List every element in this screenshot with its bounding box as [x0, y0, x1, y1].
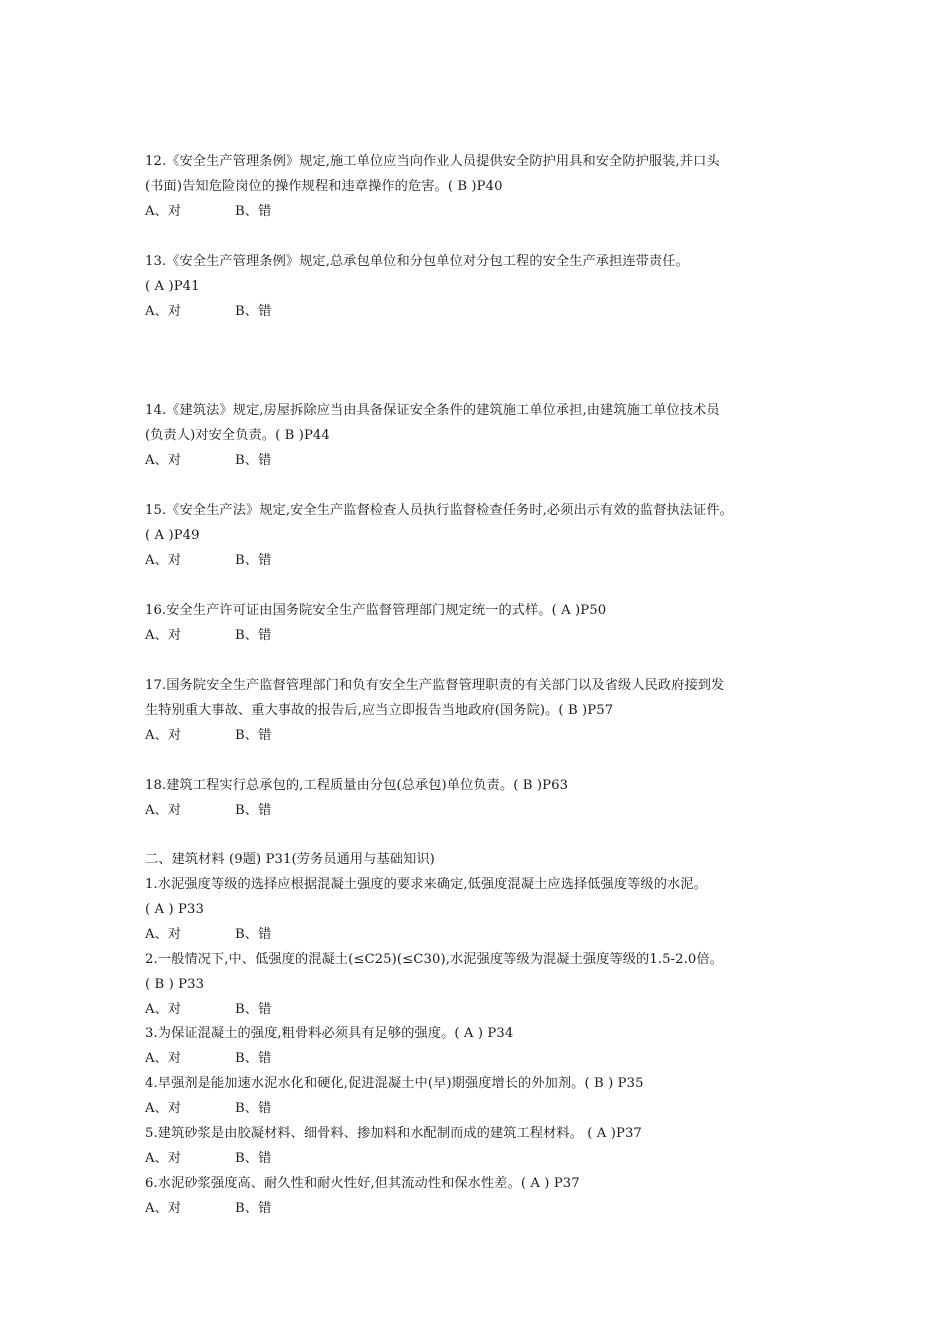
option-b: B、错 [235, 628, 272, 643]
option-b: B、错 [235, 927, 272, 942]
q13-text-line-2: ( A )P41 [145, 279, 200, 294]
option-a: A、对 [145, 1151, 182, 1166]
option-a: A、对 [145, 628, 182, 643]
option-a: A、对 [145, 204, 182, 219]
m6-text-line-1: 6.水泥砂浆强度高、耐久性和耐火性好,但其流动性和保水性差。( A ) P37 [145, 1176, 580, 1191]
option-a: A、对 [145, 728, 182, 743]
q15-text-line-2: ( A )P49 [145, 528, 200, 543]
m5-text-line-1: 5.建筑砂浆是由胶凝材料、细骨料、掺加料和水配制而成的建筑工程材料。 ( A )P37 [145, 1126, 642, 1141]
m3-options [145, 1050, 271, 1068]
option-b: B、错 [235, 204, 272, 219]
q14-text-line-1: 14.《建筑法》规定,房屋拆除应当由具备保证安全条件的建筑施工单位承担,由建筑施工单位技术员 [145, 403, 720, 418]
option-b: B、错 [235, 1051, 272, 1066]
m2-text-line-1: 2.一般情况下,中、低强度的混凝土(≤C25)(≤C30),水泥强度等级为混凝土强度等级的1.5-2.0倍。 [145, 952, 723, 967]
m1-text-line-2: ( A ) P33 [145, 902, 204, 917]
m3-text-line-1: 3.为保证混凝土的强度,粗骨料必须具有足够的强度。( A ) P34 [145, 1026, 514, 1041]
m2-text-line-2: ( B ) P33 [145, 977, 205, 992]
q17-options [145, 727, 271, 745]
option-a: A、对 [145, 1201, 182, 1216]
option-b: B、错 [235, 553, 272, 568]
m4-text-line-1: 4.早强剂是能加速水泥水化和硬化,促进混凝土中(早)期强度增长的外加剂。( B ) P35 [145, 1076, 644, 1091]
q13-text-line-1: 13.《安全生产管理条例》规定,总承包单位和分包单位对分包工程的安全生产承担连带责任。 [145, 254, 689, 269]
option-b: B、错 [235, 803, 272, 818]
option-a: A、对 [145, 1002, 182, 1017]
option-b: B、错 [235, 1151, 272, 1166]
m2-options [145, 1001, 271, 1019]
option-b: B、错 [235, 728, 272, 743]
option-b: B、错 [235, 304, 272, 319]
m1-text-line-1: 1.水泥强度等级的选择应根据混凝土强度的要求来确定,低强度混凝土应选择低强度等级的水泥。 [145, 877, 707, 892]
m5-options [145, 1150, 271, 1168]
q14-text-line-2: (负责人)对安全负责。( B )P44 [145, 428, 330, 443]
q16-text-line-1: 16.安全生产许可证由国务院安全生产监督管理部门规定统一的式样。( A )P50 [145, 603, 607, 618]
option-a: A、对 [145, 1101, 182, 1116]
option-b: B、错 [235, 1002, 272, 1017]
q12-text-line-1: 12.《安全生产管理条例》规定,施工单位应当向作业人员提供安全防护用具和安全防护服装,并口头 [145, 154, 720, 169]
q15-options [145, 552, 271, 570]
q14-options [145, 452, 271, 470]
option-a: A、对 [145, 304, 182, 319]
option-a: A、对 [145, 803, 182, 818]
option-a: A、对 [145, 1051, 182, 1066]
option-b: B、错 [235, 1101, 272, 1116]
q17-text-line-1: 17.国务院安全生产监督管理部门和负有安全生产监督管理职责的有关部门以及省级人民政府接到发 [145, 678, 725, 693]
option-b: B、错 [235, 453, 272, 468]
q12-text-line-2: (书面)告知危险岗位的操作规程和违章操作的危害。( B )P40 [145, 179, 503, 194]
option-a: A、对 [145, 453, 182, 468]
m6-options [145, 1200, 271, 1218]
m1-options [145, 926, 271, 944]
q13-options [145, 303, 271, 321]
q15-text-line-1: 15.《安全生产法》规定,安全生产监督检查人员执行监督检查任务时,必须出示有效的监督执法证件。 [145, 503, 733, 518]
q18-options [145, 802, 271, 820]
q18-text-line-1: 18.建筑工程实行总承包的,工程质量由分包(总承包)单位负责。( B )P63 [145, 778, 569, 793]
section-heading: 二、建筑材料 (9题) P31(劳务员通用与基础知识) [145, 852, 435, 867]
option-a: A、对 [145, 553, 182, 568]
option-b: B、错 [235, 1201, 272, 1216]
option-a: A、对 [145, 927, 182, 942]
q16-options [145, 627, 271, 645]
m4-options [145, 1100, 271, 1118]
q12-options [145, 203, 271, 221]
q17-text-line-2: 生特别重大事故、重大事故的报告后,应当立即报告当地政府(国务院)。( B )P57 [145, 703, 614, 718]
